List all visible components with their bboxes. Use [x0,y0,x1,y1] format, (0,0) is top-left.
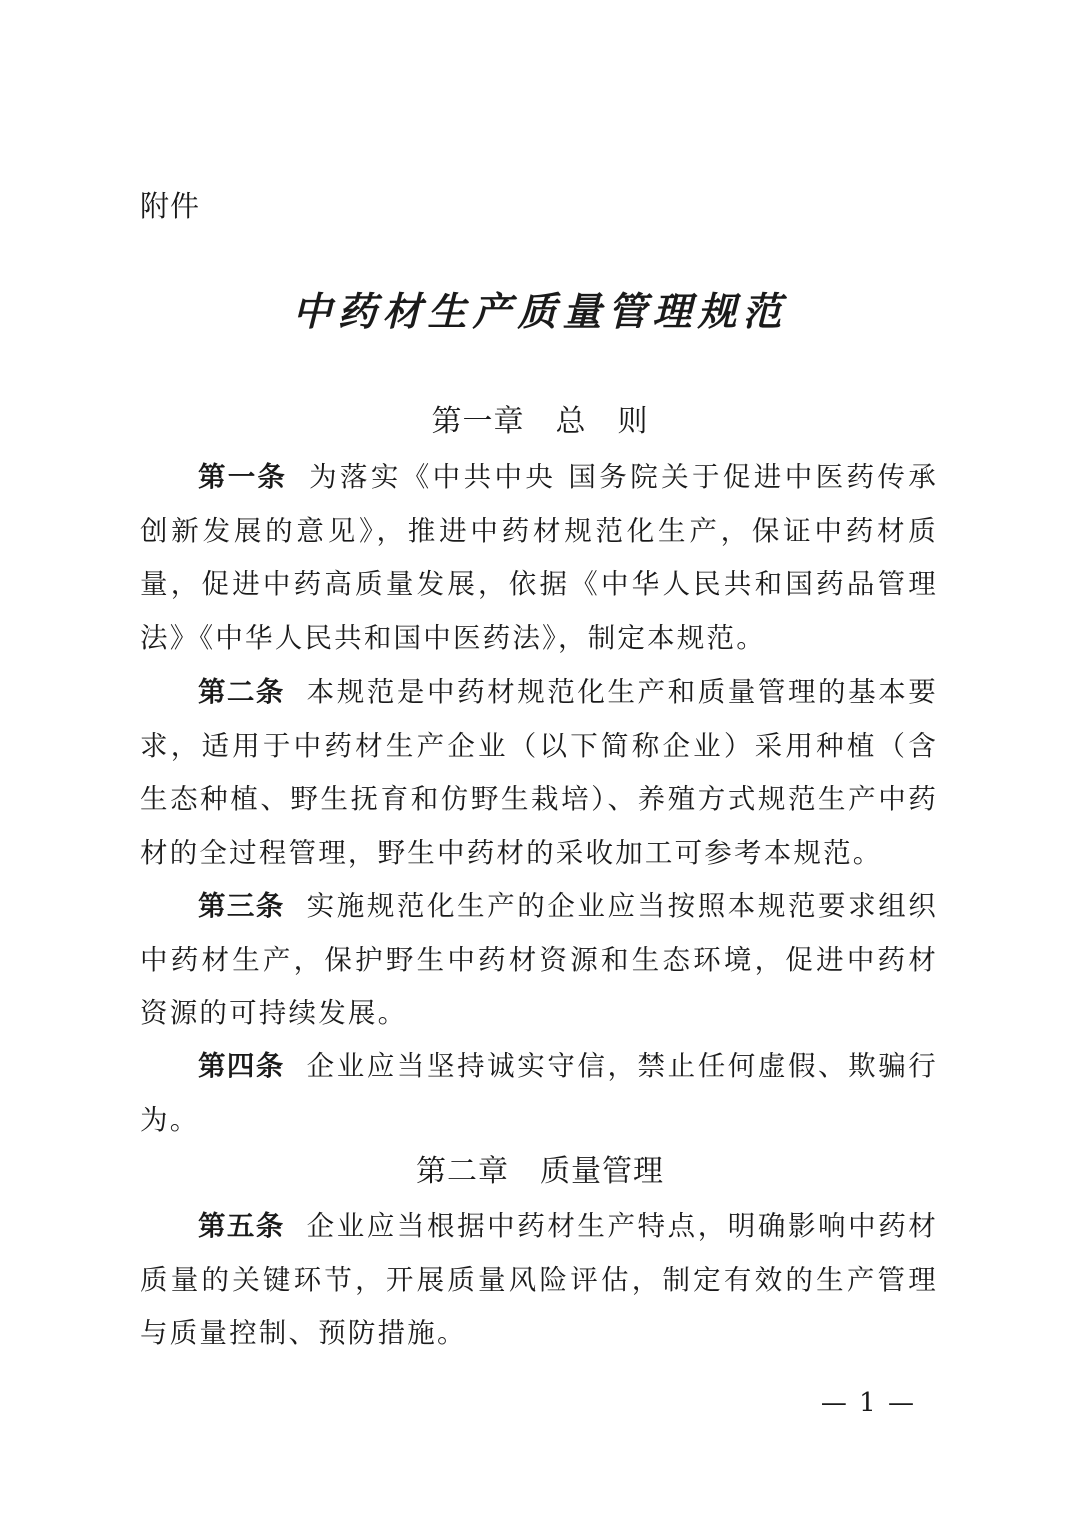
article-number: 第一条 [198,461,288,493]
document-title: 中药材生产质量管理规范 [292,289,788,335]
article-2 [140,666,938,880]
chapter-2-title: 第二章 质量管理 [416,1154,664,1189]
article-3 [140,880,938,1041]
article-text: 本规范是中药材规范化生产和质量管理的基本要求，适用于中药材生产企业（以下简称企业）采用种植（含生态种植、野生抚育和仿野生栽培）、养殖方式规范生产中药材的全过程管理，野生中药材的采收加工可参考本规范。 [140,676,939,869]
chapter-1-title: 第一章 总 则 [431,404,649,439]
article-number: 第四条 [198,1050,285,1082]
article-text: 企业应当根据中药材生产特点，明确影响中药材质量的关键环节，开展质量风险评估，制定有效的生产管理与质量控制、预防措施。 [140,1210,939,1350]
article-text: 为落实《中共中央 国务院关于促进中医药传承创新发展的意见》，推进中药材规范化生产，保证中药材质量，促进中药高质量发展，依据《中华人民共和国药品管理法》《中华人民共和国中医药法》，制定本规范。 [140,461,938,654]
article-number: 第三条 [198,890,285,922]
article-4 [140,1040,938,1147]
article-text: 企业应当坚持诚实守信，禁止任何虚假、欺骗行为。 [140,1050,939,1136]
article-number: 第二条 [198,676,285,708]
article-number: 第五条 [198,1210,285,1242]
article-text: 实施规范化生产的企业应当按照本规范要求组织中药材生产，保护野生中药材资源和生态环境，促进中药材资源的可持续发展。 [140,890,939,1030]
attachment-label: 附件 [140,189,201,223]
page-number: — 1 — [820,1388,916,1418]
article-5 [140,1200,938,1361]
article-1 [140,451,938,665]
